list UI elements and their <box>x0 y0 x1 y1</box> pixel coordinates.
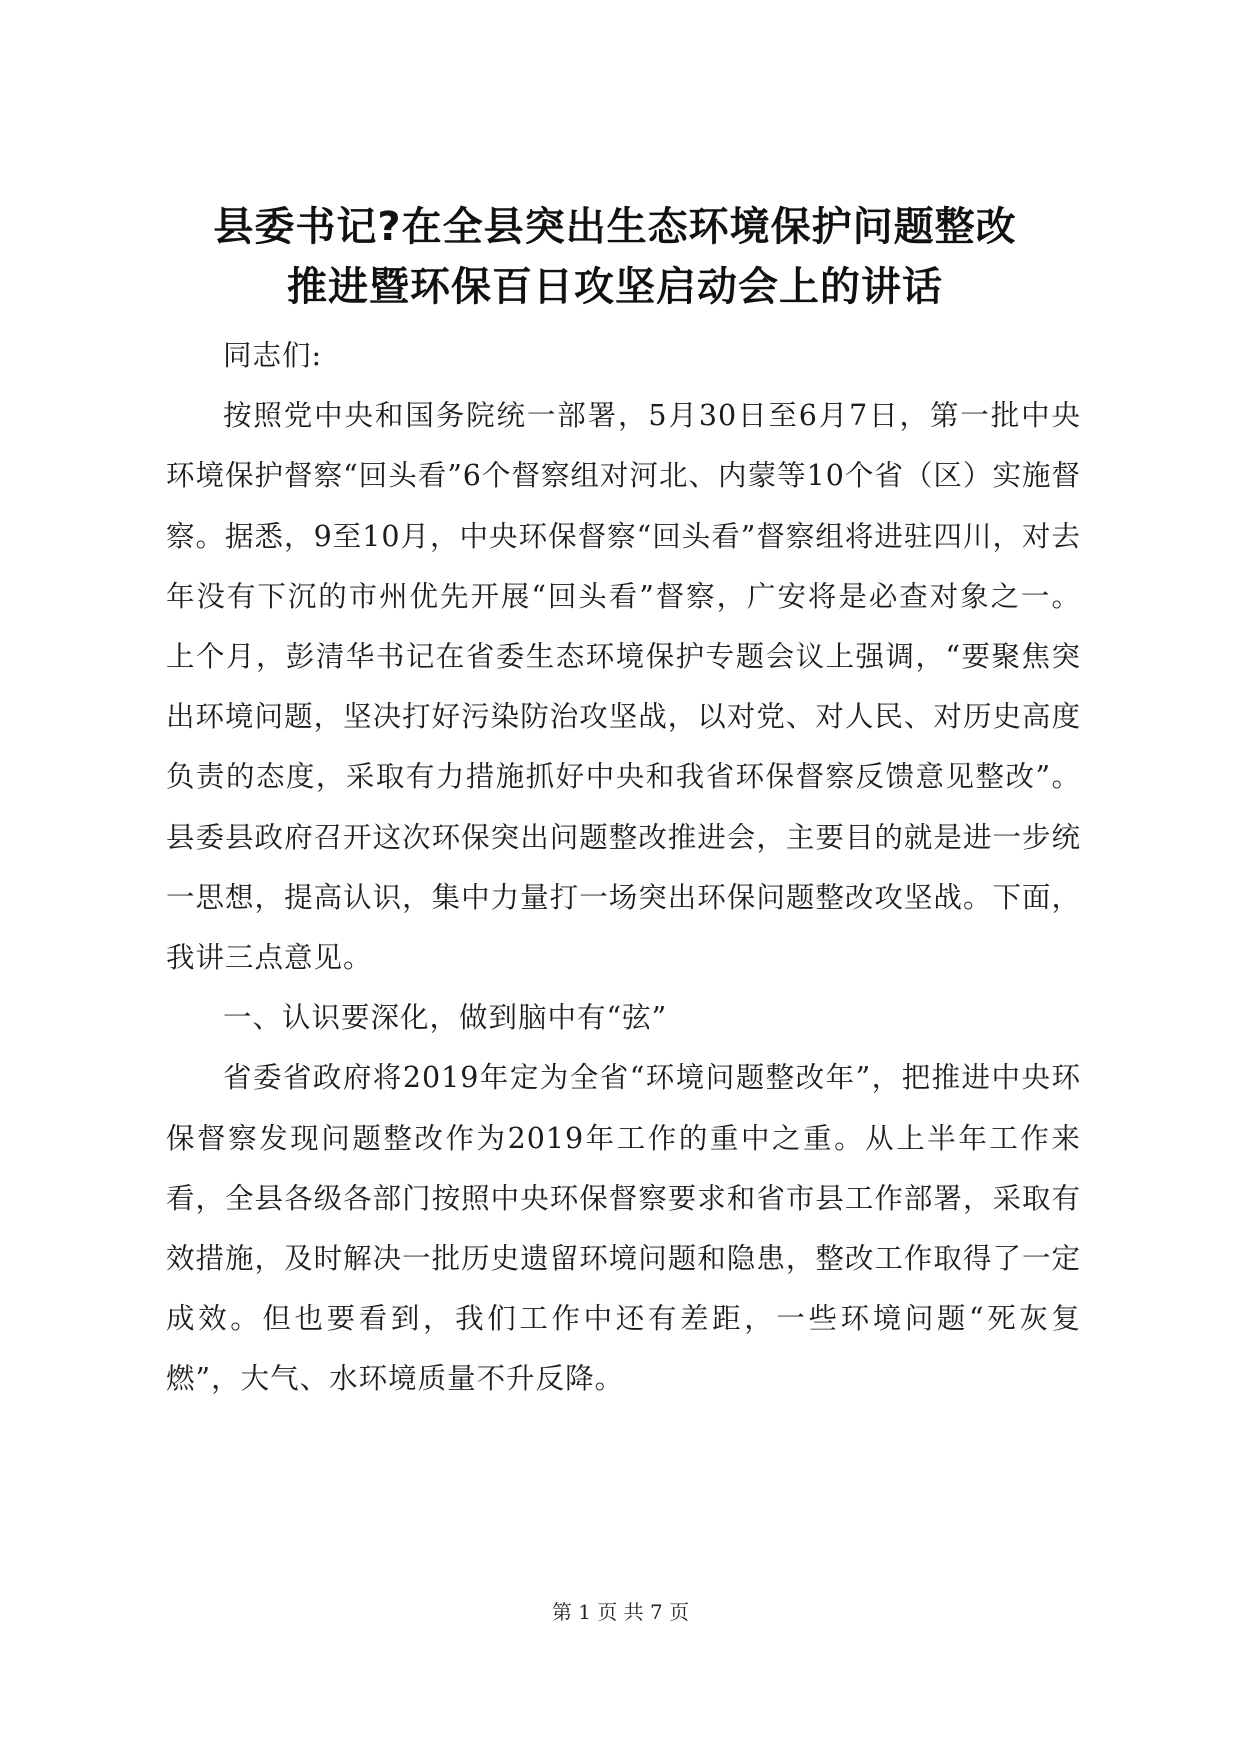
document-title-line-1: 县委书记?在全县突出生态环境保护问题整改 <box>213 204 1017 250</box>
document-title-line-2: 推进暨环保百日攻坚启动会上的讲话 <box>287 264 943 310</box>
paragraph: 按照党中央和国务院统一部署，5月30日至6月7日，第一批中央环境保护督察“回头看”6个督察组对河北、内蒙等10个省（区）实施督察。据悉，9至10月，中央环保督察“回头看”督察组将进驻四川，对去年没有下沉的市州优先开展“回头看”督察，广安将是必查对象之一。上个月，彭清华书记在省委生态环境保护专题会议上强调，“要聚焦突出环境问题，坚决打好污染防治攻坚战，以对党、对人民、对历史高度负责的态度，采取有力措施抓好中央和我省环保督察反馈意见整改”。县委县政府召开这次环保突出问题整改推进会，主要目的就是进一步统一思想，提高认识，集中力量打一场突出环保问题整改攻坚战。下面，我讲三点意见。 <box>166 399 1081 975</box>
paragraph: 省委省政府将2019年定为全省“环境问题整改年”，把推进中央环保督察发现问题整改作为2019年工作的重中之重。从上半年工作来看，全县各级各部门按照中央环保督察要求和省市县工作部署，采取有效措施，及时解决一批历史遗留环境问题和隐患，整改工作取得了一定成效。但也要看到，我们工作中还有差距，一些环境问题“死灰复燃”，大气、水环境质量不升反降。 <box>166 1061 1081 1396</box>
page-footer: 第 1 页 共 7 页 <box>551 1600 690 1624</box>
document-body <box>166 326 1081 1410</box>
salutation: 同志们: <box>223 339 323 372</box>
section-heading: 一、认识要深化，做到脑中有“弦” <box>223 1001 668 1035</box>
